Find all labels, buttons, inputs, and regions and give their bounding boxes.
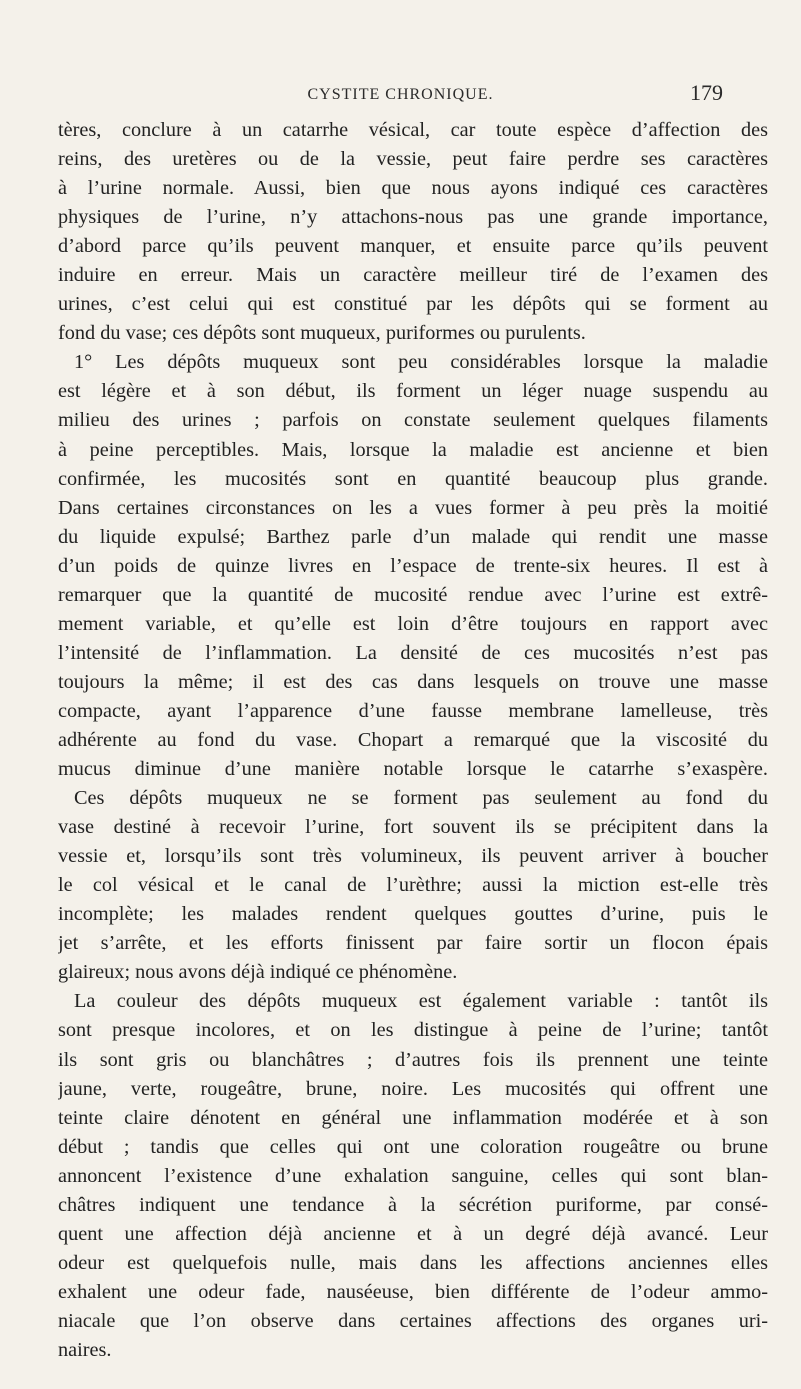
text-line: confirmée, les mucosités sont en quantité beaucoup plus grande. [58, 467, 768, 490]
text-line: à l’urine normale. Aussi, bien que nous ayons indiqué ces caractères [58, 177, 768, 200]
text-line: naires. [58, 1338, 112, 1361]
text-line: d’un poids de quinze livres en l’espace de trente-six heures. Il est à [58, 554, 768, 577]
text-line: est légère et à son début, ils forment un léger nuage suspendu au [58, 380, 768, 403]
text-line: tères, conclure à un catarrhe vésical, car toute espèce d’affection des [58, 119, 768, 141]
text-line: quent une affection déjà ancienne et à un degré déjà avancé. Leur [58, 1222, 768, 1245]
text-line: fond du vase; ces dépôts sont muqueux, puriformes ou purulents. [58, 322, 586, 345]
text-line: Ces dépôts muqueux ne se forment pas seulement au fond du [74, 787, 768, 810]
text-line: niacale que l’on observe dans certaines affections des organes uri- [58, 1309, 768, 1332]
text-line: châtres indiquent une tendance à la sécrétion puriforme, par consé- [58, 1193, 768, 1216]
page-number: 179 [690, 80, 723, 105]
text-line: jaune, verte, rougeâtre, brune, noire. Les mucosités qui offrent une [58, 1077, 768, 1100]
text-line: teinte claire dénotent en général une inflammation modérée et à son [58, 1106, 768, 1129]
text-line: glaireux; nous avons déjà indiqué ce phénomène. [58, 961, 458, 984]
text-line: 1° Les dépôts muqueux sont peu considérables lorsque la maladie [74, 351, 768, 374]
text-line: exhalent une odeur fade, nauséeuse, bien différente de l’odeur ammo- [58, 1280, 768, 1303]
text-line: incomplète; les malades rendent quelques gouttes d’urine, puis le [58, 903, 768, 926]
text-line: du liquide expulsé; Barthez parle d’un malade qui rendit une masse [58, 525, 768, 548]
text-line: adhérente au fond du vase. Chopart a remarqué que la viscosité du [58, 728, 768, 751]
text-line: début ; tandis que celles qui ont une coloration rougeâtre ou brune [58, 1135, 768, 1158]
text-line: sont presque incolores, et on les distingue à peine de l’urine; tantôt [58, 1019, 768, 1042]
text-line: à peine perceptibles. Mais, lorsque la maladie est ancienne et bien [58, 438, 768, 461]
text-line: Dans certaines circonstances on les a vues former à peu près la moitié [58, 496, 768, 519]
text-line: reins, des uretères ou de la vessie, peut faire perdre ses caractères [58, 148, 768, 171]
text-line: odeur est quelquefois nulle, mais dans les affections anciennes elles [58, 1251, 768, 1274]
text-line: jet s’arrête, et les efforts finissent par faire sortir un flocon épais [58, 932, 768, 955]
text-line: physiques de l’urine, n’y attachons-nous pas une grande importance, [58, 206, 768, 229]
text-line: milieu des urines ; parfois on constate seulement quelques filaments [58, 409, 768, 432]
text-line: ils sont gris ou blanchâtres ; d’autres fois ils prennent une teinte [58, 1048, 768, 1071]
text-line: mement variable, et qu’elle est loin d’être toujours en rapport avec [58, 612, 768, 635]
text-line: l’intensité de l’inflammation. La densité de ces mucosités n’est pas [58, 641, 768, 664]
text-line: vase destiné à recevoir l’urine, fort souvent ils se précipitent dans la [58, 816, 768, 839]
body-text [58, 116, 768, 1365]
text-line: urines, c’est celui qui est constitué par les dépôts qui se forment au [58, 293, 768, 316]
text-line: le col vésical et le canal de l’urèthre; aussi la miction est-elle très [58, 874, 768, 897]
text-line: vessie et, lorsqu’ils sont très volumineux, ils peuvent arriver à boucher [58, 845, 768, 868]
text-line: d’abord parce qu’ils peuvent manquer, et ensuite parce qu’ils peuvent [58, 235, 768, 258]
text-line: compacte, ayant l’apparence d’une fausse membrane lamelleuse, très [58, 699, 768, 722]
text-line: La couleur des dépôts muqueux est également variable : tantôt ils [74, 990, 768, 1013]
text-line: toujours la même; il est des cas dans lesquels on trouve une masse [58, 670, 768, 693]
text-line: mucus diminue d’une manière notable lorsque le catarrhe s’exaspère. [58, 758, 768, 781]
text-line: remarquer que la quantité de mucosité rendue avec l’urine est extrê- [58, 583, 768, 606]
text-line: annoncent l’existence d’une exhalation sanguine, celles qui sont blan- [58, 1164, 768, 1187]
text-line: induire en erreur. Mais un caractère meilleur tiré de l’examen des [58, 264, 768, 287]
running-title: CYSTITE CHRONIQUE. [307, 86, 494, 103]
